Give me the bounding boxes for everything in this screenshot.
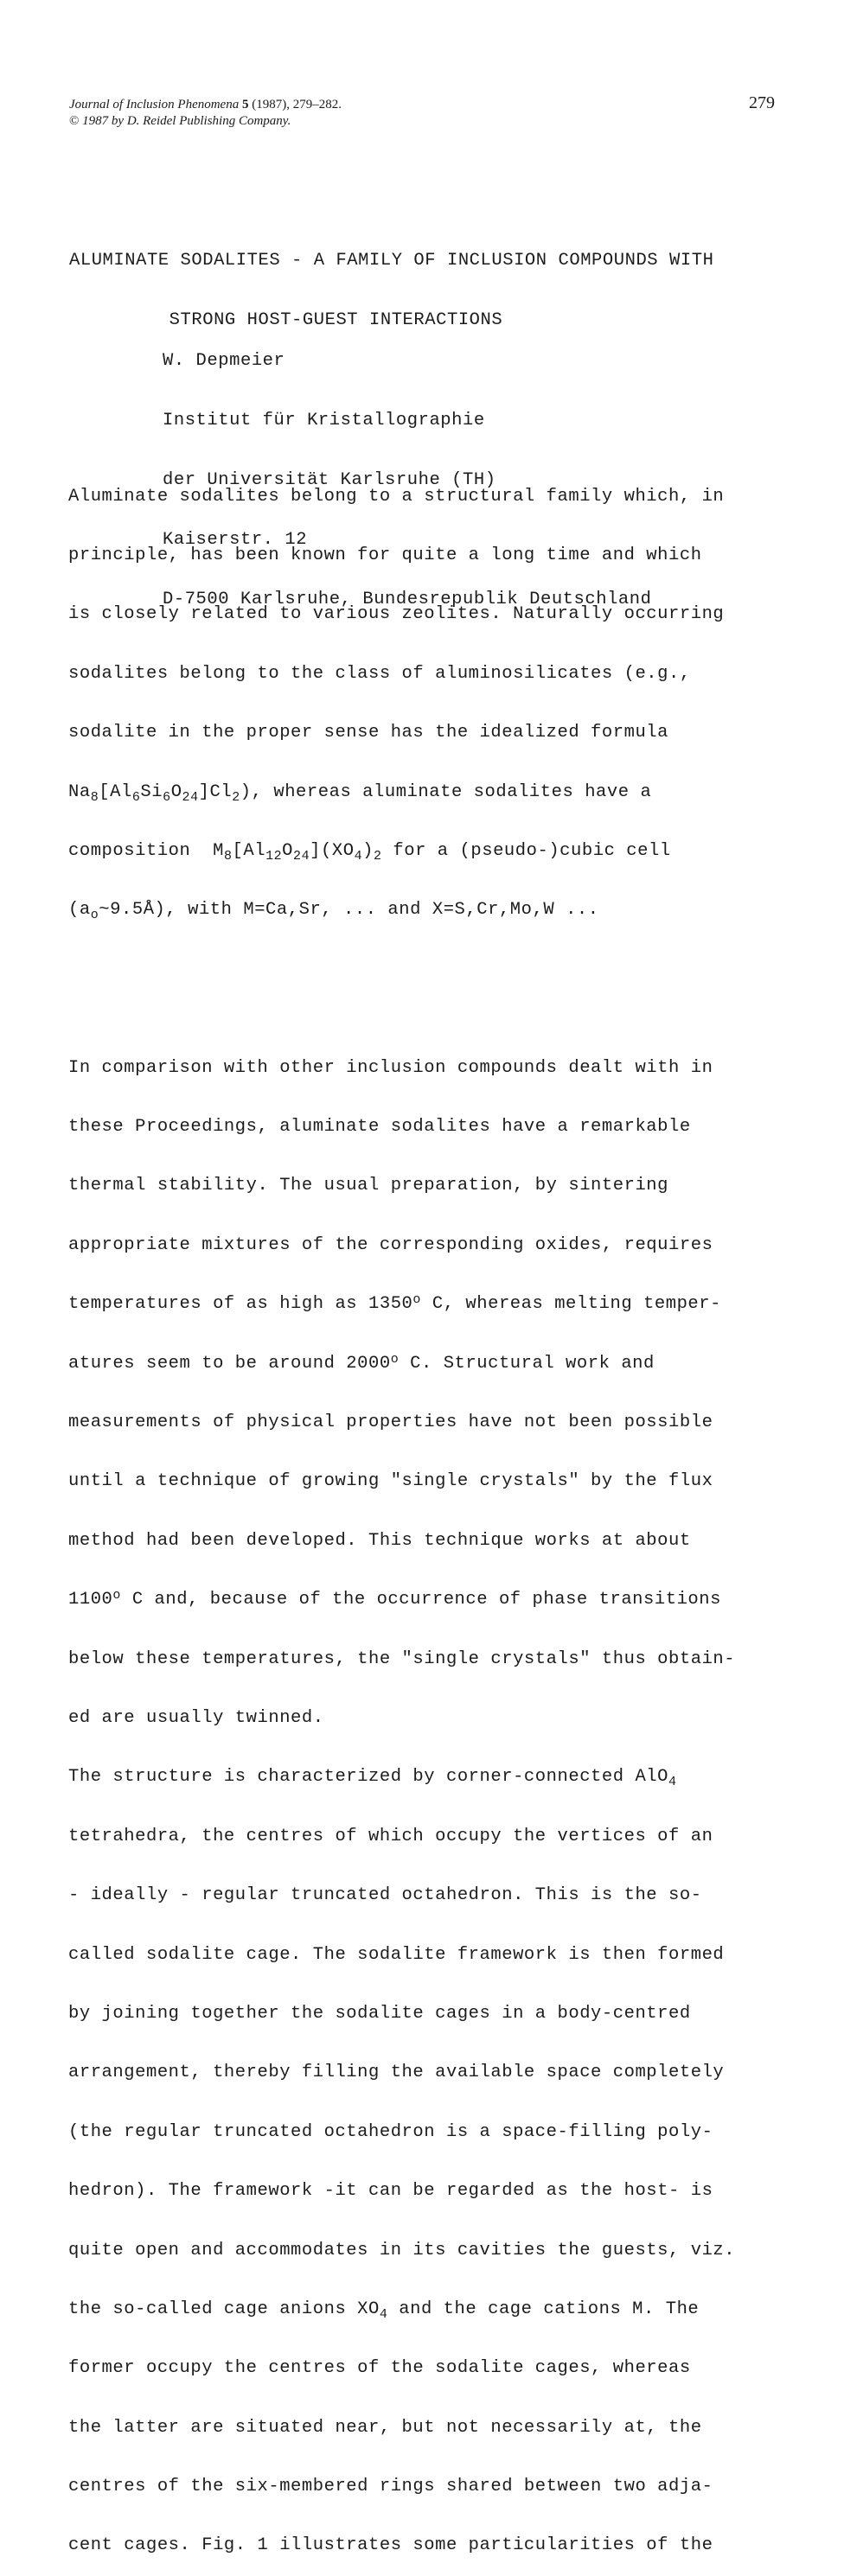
body-line: centres of the six-membered rings shared between two adja-: [68, 2477, 713, 2497]
body-line: [68, 1588, 735, 1610]
subscript: 24: [182, 789, 199, 805]
formula-text: ]Cl: [198, 781, 233, 802]
journal-citation-line1: [69, 97, 342, 113]
body-line: cent cages. Fig. 1 illustrates some particularities of the: [68, 2535, 713, 2556]
formula-text: ](XO: [310, 840, 355, 861]
formula-text: (a: [68, 900, 91, 921]
body-text-fragment: and the cage cations M. The: [387, 2299, 700, 2319]
subscript: 12: [265, 848, 283, 864]
journal-citation-line2: [69, 113, 342, 130]
body-text-fragment: The structure is characterized by corner-connected AlO: [68, 1767, 669, 1788]
body-line: [68, 1768, 735, 1788]
body-line: [68, 2300, 735, 2320]
body-line: by joining together the sodalite cages in a body-centred: [68, 2003, 691, 2024]
body-line: measurements of physical properties have not been possible: [68, 1412, 713, 1433]
subscript: o: [90, 908, 99, 923]
body-line: until a technique of growing "single crystals" by the flux: [68, 1471, 713, 1492]
body-line: Aluminate sodalites belong to a structural family which, in: [68, 486, 725, 507]
title-line-2: STRONG HOST-GUEST INTERACTIONS: [69, 310, 503, 330]
formula-text: Si: [140, 781, 163, 802]
body-line: principle, has been known for quite a long time and which: [68, 545, 702, 565]
formula-text: ): [362, 840, 374, 861]
body-text-fragment: C and, because of the occurrence of phase transitions: [120, 1590, 721, 1610]
body-line: hedron). The framework -it can be regarded as the host- is: [68, 2181, 713, 2202]
body-text-fragment: ), whereas aluminate sodalites have a: [240, 781, 652, 802]
body-line: [68, 1351, 735, 1374]
body-line: appropriate mixtures of the corresponding oxides, requires: [68, 1234, 713, 1255]
journal-name: Journal of Inclusion Phenomena: [69, 98, 242, 112]
body-line: these Proceedings, aluminate sodalites have a remarkable: [68, 1117, 691, 1138]
body-line: sodalites belong to the class of aluminosilicates (e.g.,: [68, 663, 691, 684]
journal-volume: 5: [241, 98, 249, 112]
body-line: arrangement, thereby filling the available space completely: [68, 2063, 725, 2083]
body-text-fragment: temperatures of as high as 1350: [68, 1294, 413, 1315]
subscript: 8: [223, 848, 233, 864]
body-line: quite open and accommodates in its cavities the guests, viz.: [68, 2240, 736, 2260]
formula-sodalite-line: [68, 783, 735, 803]
body-text: [68, 448, 735, 2576]
formula-text: Na: [68, 781, 91, 802]
body-text-fragment: C, whereas melting temper-: [420, 1294, 721, 1315]
body-line: called sodalite cage. The sodalite framework is then formed: [68, 1944, 725, 1965]
body-line: is closely related to various zeolites. Naturally occurring: [68, 604, 725, 625]
subscript: 24: [293, 848, 310, 864]
page-number: 279: [749, 93, 775, 112]
body-line: tetrahedra, the centres of which occupy the vertices of an: [68, 1826, 713, 1846]
formula-text: O: [170, 781, 182, 802]
formula-text: [Al: [232, 840, 266, 861]
subscript: 8: [90, 789, 99, 805]
body-text-fragment: the so-called cage anions XO: [68, 2299, 380, 2319]
author-university: der Universität Karlsruhe (TH): [163, 470, 496, 490]
body-line: - ideally - regular truncated octahedron. This is the so-: [68, 1885, 702, 1906]
subscript: 4: [379, 2306, 388, 2322]
journal-citation: [69, 97, 342, 130]
body-text-fragment: C. Structural work and: [399, 1353, 655, 1374]
paragraph-gap: [68, 980, 735, 1000]
subscript: 6: [131, 789, 141, 805]
formula-text: composition M: [68, 840, 224, 861]
author-institute: Institut für Kristallographie: [163, 411, 485, 430]
subscript: 6: [163, 789, 171, 805]
formula-text: O: [282, 840, 294, 861]
publisher: 1987 by D. Reidel Publishing Company.: [79, 114, 291, 128]
body-line: sodalite in the proper sense has the idealized formula: [68, 723, 669, 743]
body-line: the latter are situated near, but not necessarily at, the: [68, 2417, 702, 2438]
body-line: In comparison with other inclusion compounds dealt with in: [68, 1057, 713, 1078]
degree-superscript: o: [390, 1351, 400, 1367]
body-line: former occupy the centres of the sodalite cages, whereas: [68, 2358, 691, 2379]
subscript: 2: [373, 848, 382, 864]
formula-text: [Al: [99, 781, 132, 802]
body-line: [68, 1292, 735, 1315]
author-city: D-7500 Karlsruhe, Bundesrepublik Deutschland: [163, 590, 652, 609]
body-line: below these temperatures, the "single crystals" thus obtain-: [68, 1648, 736, 1669]
author-name: W. Depmeier: [163, 351, 285, 371]
subscript: 4: [354, 848, 363, 864]
subscript: 2: [232, 789, 240, 805]
body-line: method had been developed. This technique works at about: [68, 1530, 691, 1551]
body-line: ed are usually twinned.: [68, 1708, 324, 1728]
body-text-fragment: 1100: [68, 1590, 113, 1610]
formula-aluminate-line: [68, 842, 735, 862]
body-line: (the regular truncated octahedron is a space-filling poly-: [68, 2121, 713, 2142]
body-text-fragment: ~9.5Å), with M=Ca,Sr, ... and X=S,Cr,Mo,W ...: [99, 900, 599, 921]
body-line: thermal stability. The usual preparation, by sintering: [68, 1176, 669, 1196]
degree-superscript: o: [412, 1292, 421, 1308]
body-text-fragment: for a (pseudo-)cubic cell: [381, 840, 671, 861]
degree-superscript: o: [112, 1588, 121, 1604]
author-street: Kaiserstr. 12: [163, 530, 308, 550]
journal-year-pages: (1987), 279–282.: [248, 98, 342, 112]
copyright-symbol: ©: [69, 114, 80, 128]
title-line-1: ALUMINATE SODALITES - A FAMILY OF INCLUSION COMPOUNDS WITH: [69, 251, 714, 271]
body-text-fragment: atures seem to be around 2000: [68, 1353, 391, 1374]
subscript: 4: [668, 1775, 677, 1790]
lattice-constant-line: [68, 901, 735, 921]
